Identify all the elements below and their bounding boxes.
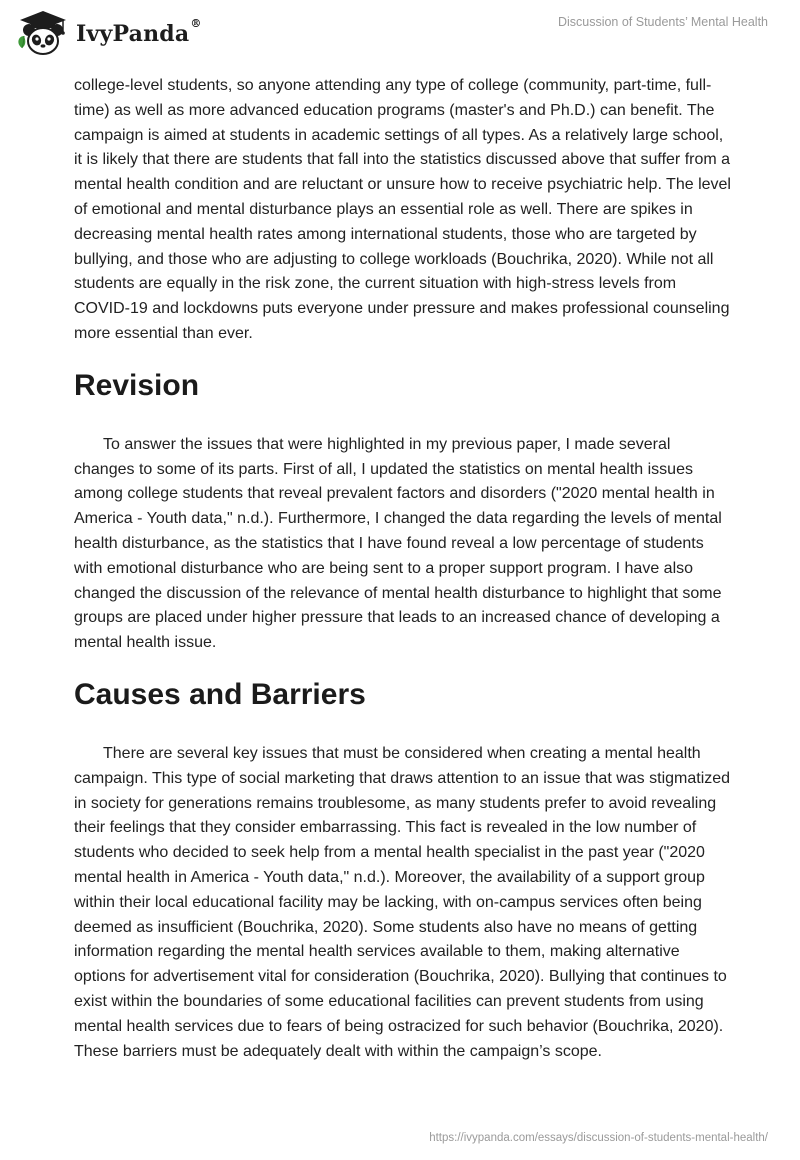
ivypanda-logo[interactable]	[14, 8, 202, 60]
source-url-link[interactable]: https://ivypanda.com/essays/discussion-of-students-mental-health/	[429, 1132, 768, 1144]
document-title: Discussion of Students’ Mental Health	[557, 15, 768, 29]
section-heading-revision: Revision	[74, 368, 200, 402]
panda-graduate-icon	[14, 8, 72, 60]
brand-name: IvyPanda®	[76, 17, 202, 47]
causes-paragraph: There are several key issues that must be considered when creating a mental health campaign. This type of social marketing that draws attention to an issue that was stigmatized in society for generations remains troublesome, as many students prefer to avoid revealing their feelings that they consider embarrassing. This fact is revealed in the low number of students who decided to seek help from a mental health specialist in the past year ("2020 mental health in America - Youth data," n.d.). Moreover, the availability of a support group within their local educational facility may be lacking, with on-campus services often being deemed as insufficient (Bouchrika, 2020). Some students also have no means of getting information regarding the mental health services available to them, making alternative options for advertisement vital for consideration (Bouchrika, 2020). Bullying that continues to exist within the boundaries of some educational facilities can prevent students from using mental health services due to fears of being ostracized for such behavior (Bouchrika, 2020). These barriers must be adequately dealt with within the campaign’s scope.	[74, 744, 731, 1060]
section-heading-causes-and-barriers: Causes and Barriers	[74, 677, 366, 711]
intro-paragraph: college-level students, so anyone attending any type of college (community, part-time, full-time) as well as more advanced education programs (master's and Ph.D.) can benefit. The campaign is aimed at students in academic settings of all types. As a relatively large school, it is likely that there are students that fall into the statistics discussed above that suffer from a mental health condition and are reluctant or unsure how to receive psychiatric help. The level of emotional and mental disturbance plays an essential role as well. There are spikes in decreasing mental health rates among international students, those who are targeted by bullying, and those who are adjusting to college workloads (Bouchrika, 2020). While not all students are equally in the risk zone, the current situation with high-stress levels from COVID-19 and lockdowns puts everyone under pressure and makes professional counseling more essential than ever.	[74, 77, 731, 342]
essay-body	[74, 74, 734, 1064]
page-header	[0, 0, 800, 70]
revision-paragraph: To answer the issues that were highlighted in my previous paper, I made several changes to some of its parts. First of all, I updated the statistics on mental health issues among college students that reveal prevalent factors and disorders ("2020 mental health in America - Youth data," n.d.). Furthermore, I changed the data regarding the levels of mental health disturbance, as the statistics that I have found reveal a low percentage of students with emotional disturbance who are being sent to a proper support program. I have also changed the discussion of the relevance of mental health disturbance to highlight that some groups are placed under higher pressure that leads to an increased chance of developing a mental health issue.	[74, 435, 722, 652]
registered-mark: ®	[190, 17, 202, 30]
